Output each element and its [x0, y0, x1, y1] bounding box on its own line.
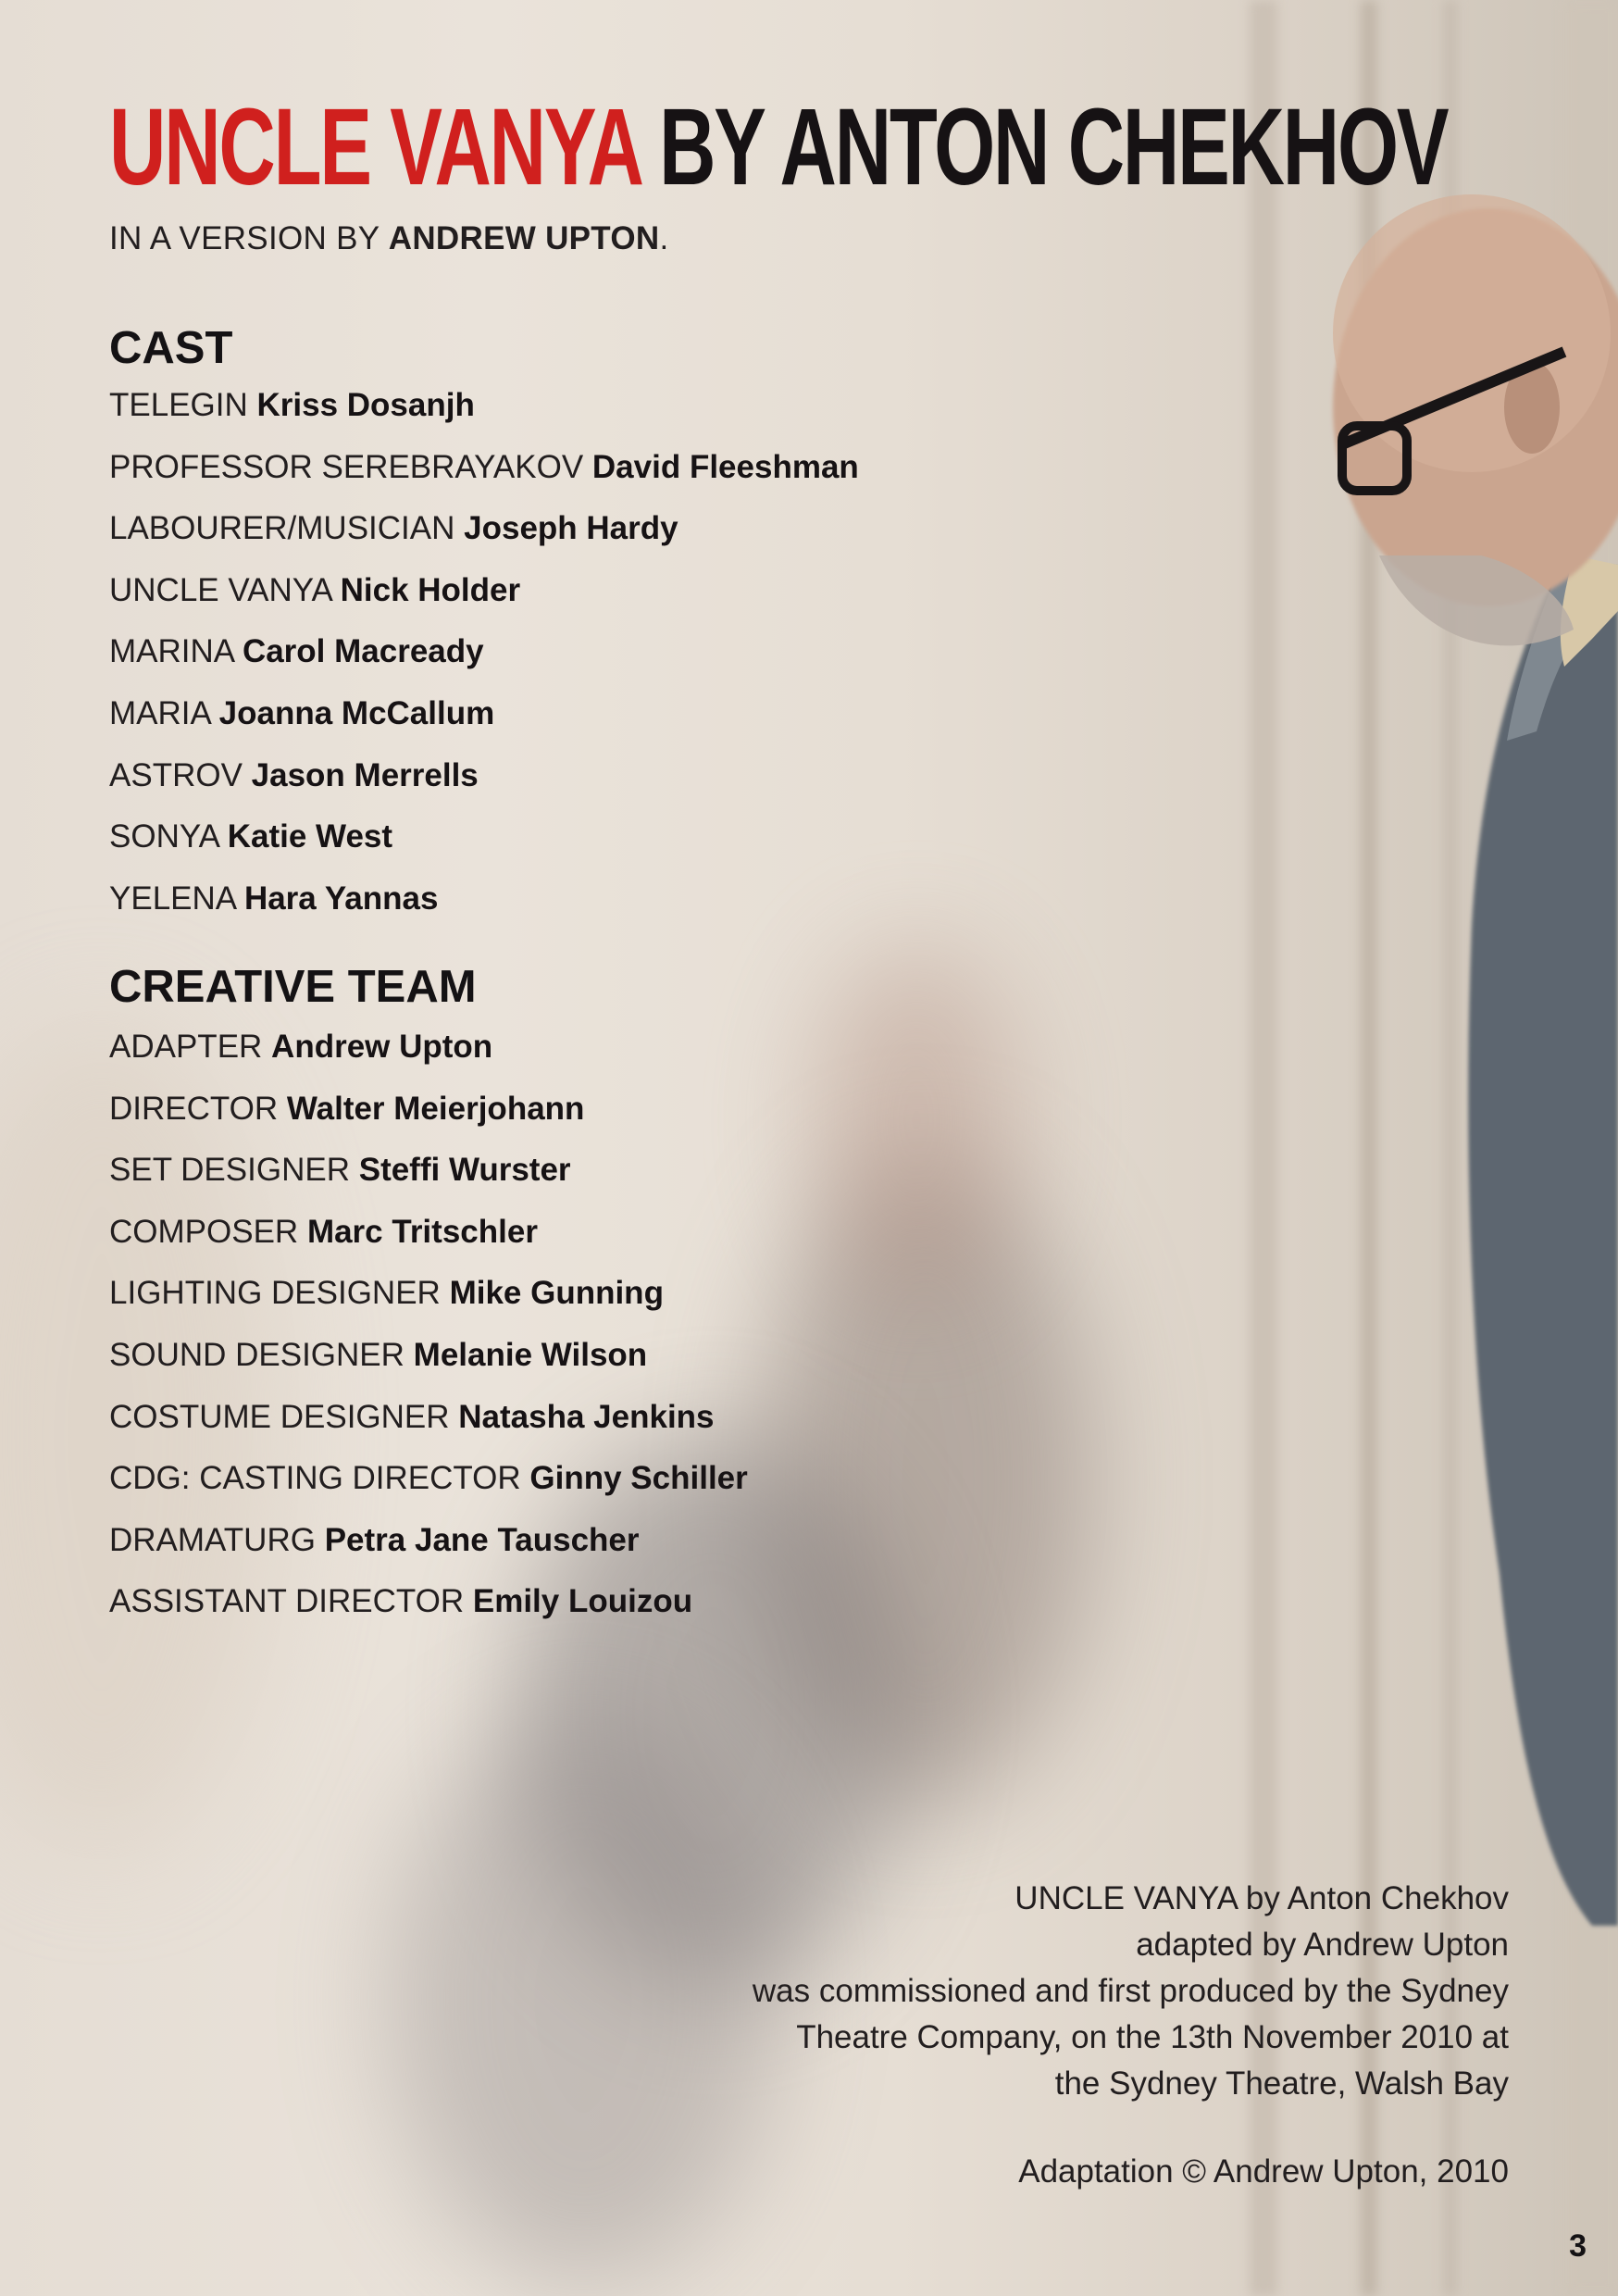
cast-row [109, 385, 859, 447]
cast-name: Nick Holder [340, 571, 521, 608]
production-note-line: Theatre Company, on the 13th November 2010 at [796, 2019, 1509, 2055]
creative-role: SOUND DESIGNER [109, 1336, 404, 1373]
creative-role: DRAMATURG [109, 1521, 316, 1558]
creative-row [109, 1212, 748, 1274]
subtitle-suffix: . [659, 220, 669, 256]
creative-role: COSTUME DESIGNER [109, 1398, 450, 1435]
cast-row [109, 631, 859, 693]
creative-team-list [109, 1027, 748, 1643]
title-play-name: UNCLE VANYA [109, 86, 640, 208]
copyright-notice: Adaptation © Andrew Upton, 2010 [1018, 2153, 1509, 2190]
cast-role: UNCLE VANYA [109, 571, 331, 608]
production-note-line: the Sydney Theatre, Walsh Bay [1054, 2065, 1509, 2102]
creative-name: Mike Gunning [449, 1275, 664, 1312]
creative-name: Marc Tritschler [306, 1213, 538, 1250]
creative-role: LIGHTING DESIGNER [109, 1275, 441, 1312]
creative-name: Petra Jane Tauscher [324, 1521, 640, 1558]
creative-name: Emily Louizou [472, 1583, 693, 1620]
creative-row [109, 1150, 748, 1212]
cast-row [109, 508, 859, 570]
cast-name: Joanna McCallum [218, 694, 495, 731]
creative-row [109, 1397, 748, 1459]
creative-row [109, 1581, 748, 1643]
cast-role: MARINA [109, 633, 234, 670]
cast-role: ASTROV [109, 756, 243, 793]
subtitle-prefix: IN A VERSION BY [109, 220, 380, 256]
cast-role: MARIA [109, 694, 210, 731]
production-note-line: UNCLE VANYA by Anton Chekhov [1014, 1880, 1509, 1916]
cast-role: TELEGIN [109, 387, 248, 423]
cast-name: Carol Macready [242, 633, 484, 670]
creative-role: CDG: CASTING DIRECTOR [109, 1460, 521, 1497]
creative-name: Ginny Schiller [529, 1460, 748, 1497]
cast-name: David Fleeshman [591, 448, 859, 485]
creative-name: Melanie Wilson [413, 1336, 648, 1373]
cast-name: Katie West [227, 818, 393, 855]
creative-name: Andrew Upton [271, 1029, 493, 1065]
cast-row [109, 879, 859, 941]
subtitle [109, 220, 669, 257]
cast-name: Jason Merrells [251, 756, 479, 793]
subtitle-author: ANDREW UPTON [388, 220, 660, 256]
cast-role: YELENA [109, 880, 236, 917]
cast-role: SONYA [109, 818, 219, 855]
title-author: BY ANTON CHEKHOV [659, 86, 1448, 208]
creative-row [109, 1027, 748, 1089]
page-number: 3 [1569, 2228, 1587, 2264]
cast-row [109, 447, 859, 509]
creative-row [109, 1520, 748, 1582]
creative-team-heading: CREATIVE TEAM [109, 962, 477, 1012]
production-note-line: adapted by Andrew Upton [1136, 1927, 1509, 1963]
cast-role: PROFESSOR SEREBRAYAKOV [109, 448, 584, 485]
cast-heading: CAST [109, 323, 233, 373]
cast-list [109, 385, 859, 940]
creative-role: ADAPTER [109, 1029, 263, 1065]
cast-name: Kriss Dosanjh [256, 387, 475, 423]
creative-name: Natasha Jenkins [458, 1398, 715, 1435]
cast-row [109, 693, 859, 755]
creative-role: ASSISTANT DIRECTOR [109, 1583, 465, 1620]
creative-role: SET DESIGNER [109, 1152, 350, 1189]
cast-role: LABOURER/MUSICIAN [109, 510, 455, 547]
creative-name: Walter Meierjohann [286, 1090, 585, 1127]
cast-name: Joseph Hardy [464, 510, 678, 547]
cast-row [109, 817, 859, 879]
production-note-line: was commissioned and first produced by the Sydney [752, 1973, 1509, 2009]
creative-row [109, 1089, 748, 1151]
cast-name: Hara Yannas [243, 880, 439, 917]
creative-row [109, 1273, 748, 1335]
cast-row [109, 755, 859, 817]
production-note [583, 1876, 1509, 2107]
page-title [109, 86, 1448, 208]
creative-row [109, 1458, 748, 1520]
creative-name: Steffi Wurster [358, 1152, 571, 1189]
creative-row [109, 1335, 748, 1397]
creative-role: COMPOSER [109, 1213, 299, 1250]
creative-role: DIRECTOR [109, 1090, 279, 1127]
cast-row [109, 570, 859, 632]
